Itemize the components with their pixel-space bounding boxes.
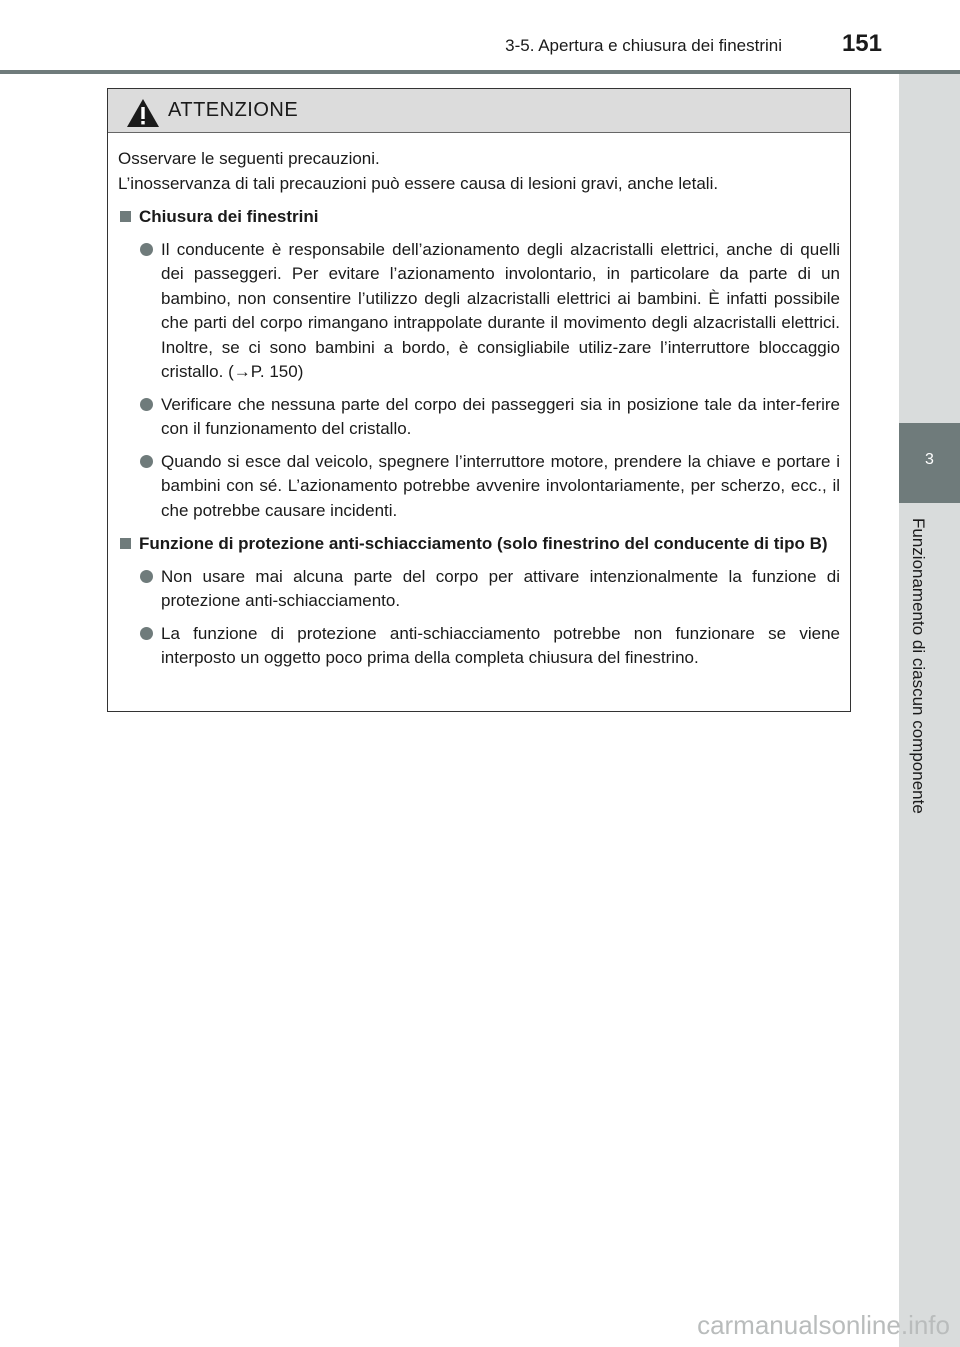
- warning-title: ATTENZIONE: [168, 99, 299, 121]
- circle-bullet-icon: [140, 570, 153, 583]
- list-item: La funzione di protezione anti-schiacciamento potrebbe non funzionare se viene interposto un oggetto poco prima della completa chiusura del finestrino.: [118, 622, 840, 671]
- list-item: Non usare mai alcuna parte del corpo per attivare intenzionalmente la funzione di protezione anti-schiacciamento.: [118, 565, 840, 614]
- circle-bullet-icon: [140, 455, 153, 468]
- warning-box: [107, 88, 851, 712]
- chapter-title: Funzionamento di ciascun componente: [909, 518, 928, 814]
- chapter-number: 3: [925, 451, 934, 468]
- warning-body: [108, 133, 850, 671]
- square-bullet-icon: [120, 538, 131, 549]
- circle-bullet-icon: [140, 398, 153, 411]
- circle-bullet-icon: [140, 627, 153, 640]
- list-item: Il conducente è responsabile dell’azionamento degli alzacristalli elettrici, anche di quelli dei passeggeri. Per evitare l’azionamento involontario, in particolare da parte di un bambino, non consentire l’utilizzo degli alzacristalli elettrici ai bambini. È infatti possibile che parti del corpo rimangano intrappolate durante il movimento degli alzacristalli elettrici. Inoltre, se ci sono bambini a bordo, è consigliabile utiliz-zare l’interruttore bloccaggio cristallo. (→P. 150): [118, 238, 840, 385]
- warning-triangle-icon: [126, 98, 160, 128]
- page-header: [0, 0, 960, 72]
- list-item: Verificare che nessuna parte del corpo dei passeggeri sia in posizione tale da inter-ferire con il funzionamento del cristallo.: [118, 393, 840, 442]
- section-title: 3-5. Apertura e chiusura dei finestrini: [505, 36, 782, 55]
- header-rule: [0, 70, 960, 74]
- watermark: carmanualsonline.info: [697, 1310, 950, 1340]
- intro-line-1: Osservare le seguenti precauzioni.: [118, 149, 380, 168]
- chapter-tab[interactable]: [899, 423, 960, 503]
- section-heading: Chiusura dei finestrini: [118, 205, 840, 230]
- square-bullet-icon: [120, 211, 131, 222]
- section-heading: Funzione di protezione anti-schiacciamento (solo finestrino del conducente di tipo B): [118, 532, 840, 557]
- intro-line-2: L’inosservanza di tali precauzioni può essere causa di lesioni gravi, anche letali.: [118, 173, 719, 193]
- page-number: 151: [841, 30, 882, 57]
- circle-bullet-icon: [140, 243, 153, 256]
- warning-header: [108, 89, 850, 133]
- list-item: Quando si esce dal veicolo, spegnere l’interruttore motore, prendere la chiave e portare i bambini con sé. L’azionamento potrebbe avvenire involontariamente, per scherzo, ecc., il che potrebbe causare incidenti.: [118, 450, 840, 524]
